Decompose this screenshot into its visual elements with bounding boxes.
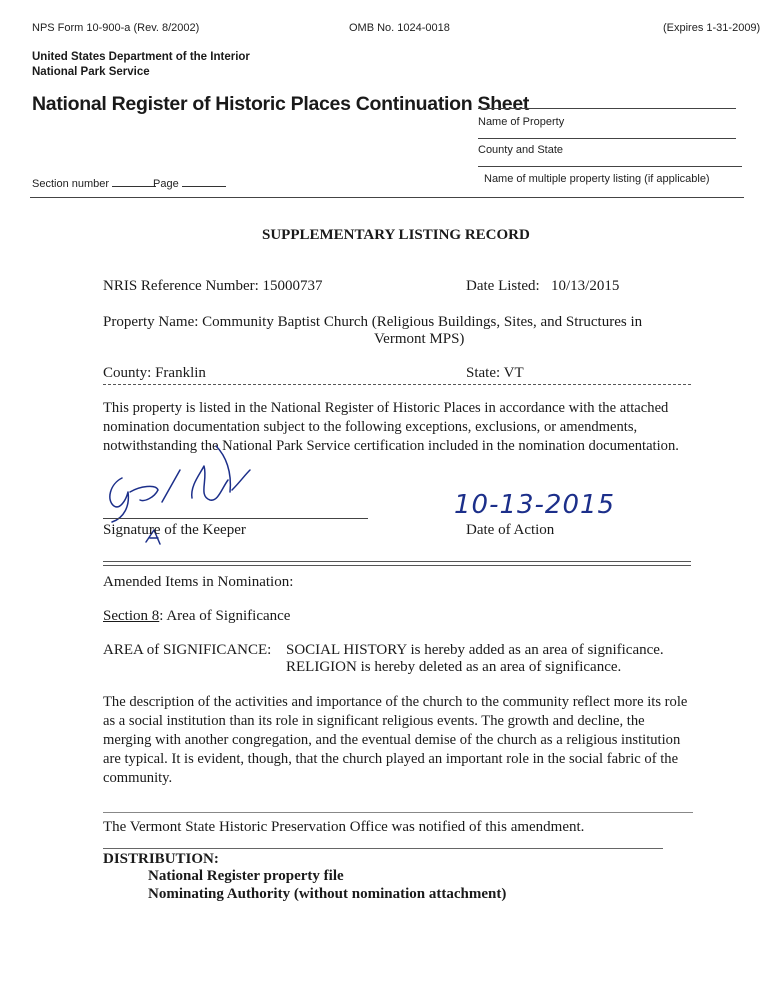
record-heading: SUPPLEMENTARY LISTING RECORD bbox=[262, 227, 530, 243]
agency-name: National Park Service bbox=[32, 66, 150, 78]
page-blank bbox=[182, 177, 226, 187]
form-number: NPS Form 10-900-a (Rev. 8/2002) bbox=[32, 22, 200, 34]
date-line-spacer bbox=[464, 518, 694, 519]
amended-items-heading: Amended Items in Nomination: bbox=[103, 574, 294, 590]
page-label: Page bbox=[153, 178, 179, 190]
nris-label: NRIS Reference Number: bbox=[103, 278, 259, 294]
date-listed-label: Date Listed: bbox=[466, 278, 540, 294]
property-name-line2: Vermont MPS) bbox=[374, 331, 465, 347]
header-divider bbox=[30, 197, 744, 198]
page-field bbox=[153, 177, 226, 190]
county-state-label: County and State bbox=[478, 144, 564, 156]
property-name-line1: Property Name: Community Baptist Church (Religious Buildings, Sites, and Structures in bbox=[103, 314, 643, 330]
date-listed-value: 10/13/2015 bbox=[550, 278, 620, 294]
state: State: VT bbox=[466, 365, 524, 381]
double-divider bbox=[103, 561, 691, 566]
distribution-divider bbox=[103, 848, 663, 849]
county: County: Franklin bbox=[103, 365, 206, 381]
signature-label: Signature of the Keeper bbox=[103, 522, 246, 538]
section-ref: Section 8 bbox=[103, 608, 160, 624]
keeper-signature bbox=[100, 440, 280, 560]
date-of-action-label: Date of Action bbox=[466, 522, 555, 538]
aos-label: AREA of SIGNIFICANCE: bbox=[103, 642, 272, 658]
property-name-label: Name of Property bbox=[478, 116, 565, 128]
certification-text: This property is listed in the National Register of Historic Places in accordance with the attached nomination documentation subject to the following exceptions, exclusions, or amendments, notwithstanding the National Park Service certification included in the nomination documentation. bbox=[103, 400, 679, 454]
aos-added: SOCIAL HISTORY is hereby added as an area of significance. bbox=[286, 642, 664, 658]
department-name: United States Department of the Interior bbox=[32, 51, 250, 63]
dashed-divider bbox=[103, 384, 691, 385]
distribution-item: National Register property file bbox=[148, 868, 344, 884]
county-state-line bbox=[478, 138, 736, 139]
form-title: National Register of Historic Places Continuation Sheet bbox=[32, 93, 530, 115]
date-listed bbox=[466, 277, 619, 296]
aos-deleted: RELIGION is hereby deleted as an area of significance. bbox=[286, 659, 622, 675]
nris-reference bbox=[103, 277, 323, 296]
distribution-heading: DISTRIBUTION: bbox=[103, 851, 219, 867]
section-title: : Area of Significance bbox=[159, 608, 291, 624]
section-number-field bbox=[32, 177, 156, 190]
section-reference bbox=[103, 607, 290, 626]
distribution-item: Nominating Authority (without nomination attachment) bbox=[148, 886, 507, 902]
multiple-listing-line bbox=[478, 166, 742, 167]
notification-divider bbox=[103, 812, 693, 813]
amendment-description: The description of the activities and importance of the church to the community reflect more its role as a social institution than its role in significant religious events. The growth and decline, the merging with another congregation, and the eventual demise of the church as a religious institution are typical. It is evident, though, that the church played an important role in the social fabric of the community. bbox=[103, 694, 688, 786]
property-name-line bbox=[478, 108, 736, 109]
nris-value: 15000737 bbox=[262, 278, 323, 294]
section-number-blank bbox=[112, 177, 156, 187]
signature-line bbox=[103, 518, 368, 519]
omb-number: OMB No. 1024-0018 bbox=[349, 22, 450, 34]
handwritten-date: 10-13-2015 bbox=[454, 490, 616, 520]
section-number-label: Section number bbox=[32, 178, 110, 190]
multiple-listing-label: Name of multiple property listing (if applicable) bbox=[484, 173, 710, 185]
expiration-date: (Expires 1-31-2009) bbox=[663, 22, 761, 34]
notification-text: The Vermont State Historic Preservation Office was notified of this amendment. bbox=[103, 819, 585, 835]
